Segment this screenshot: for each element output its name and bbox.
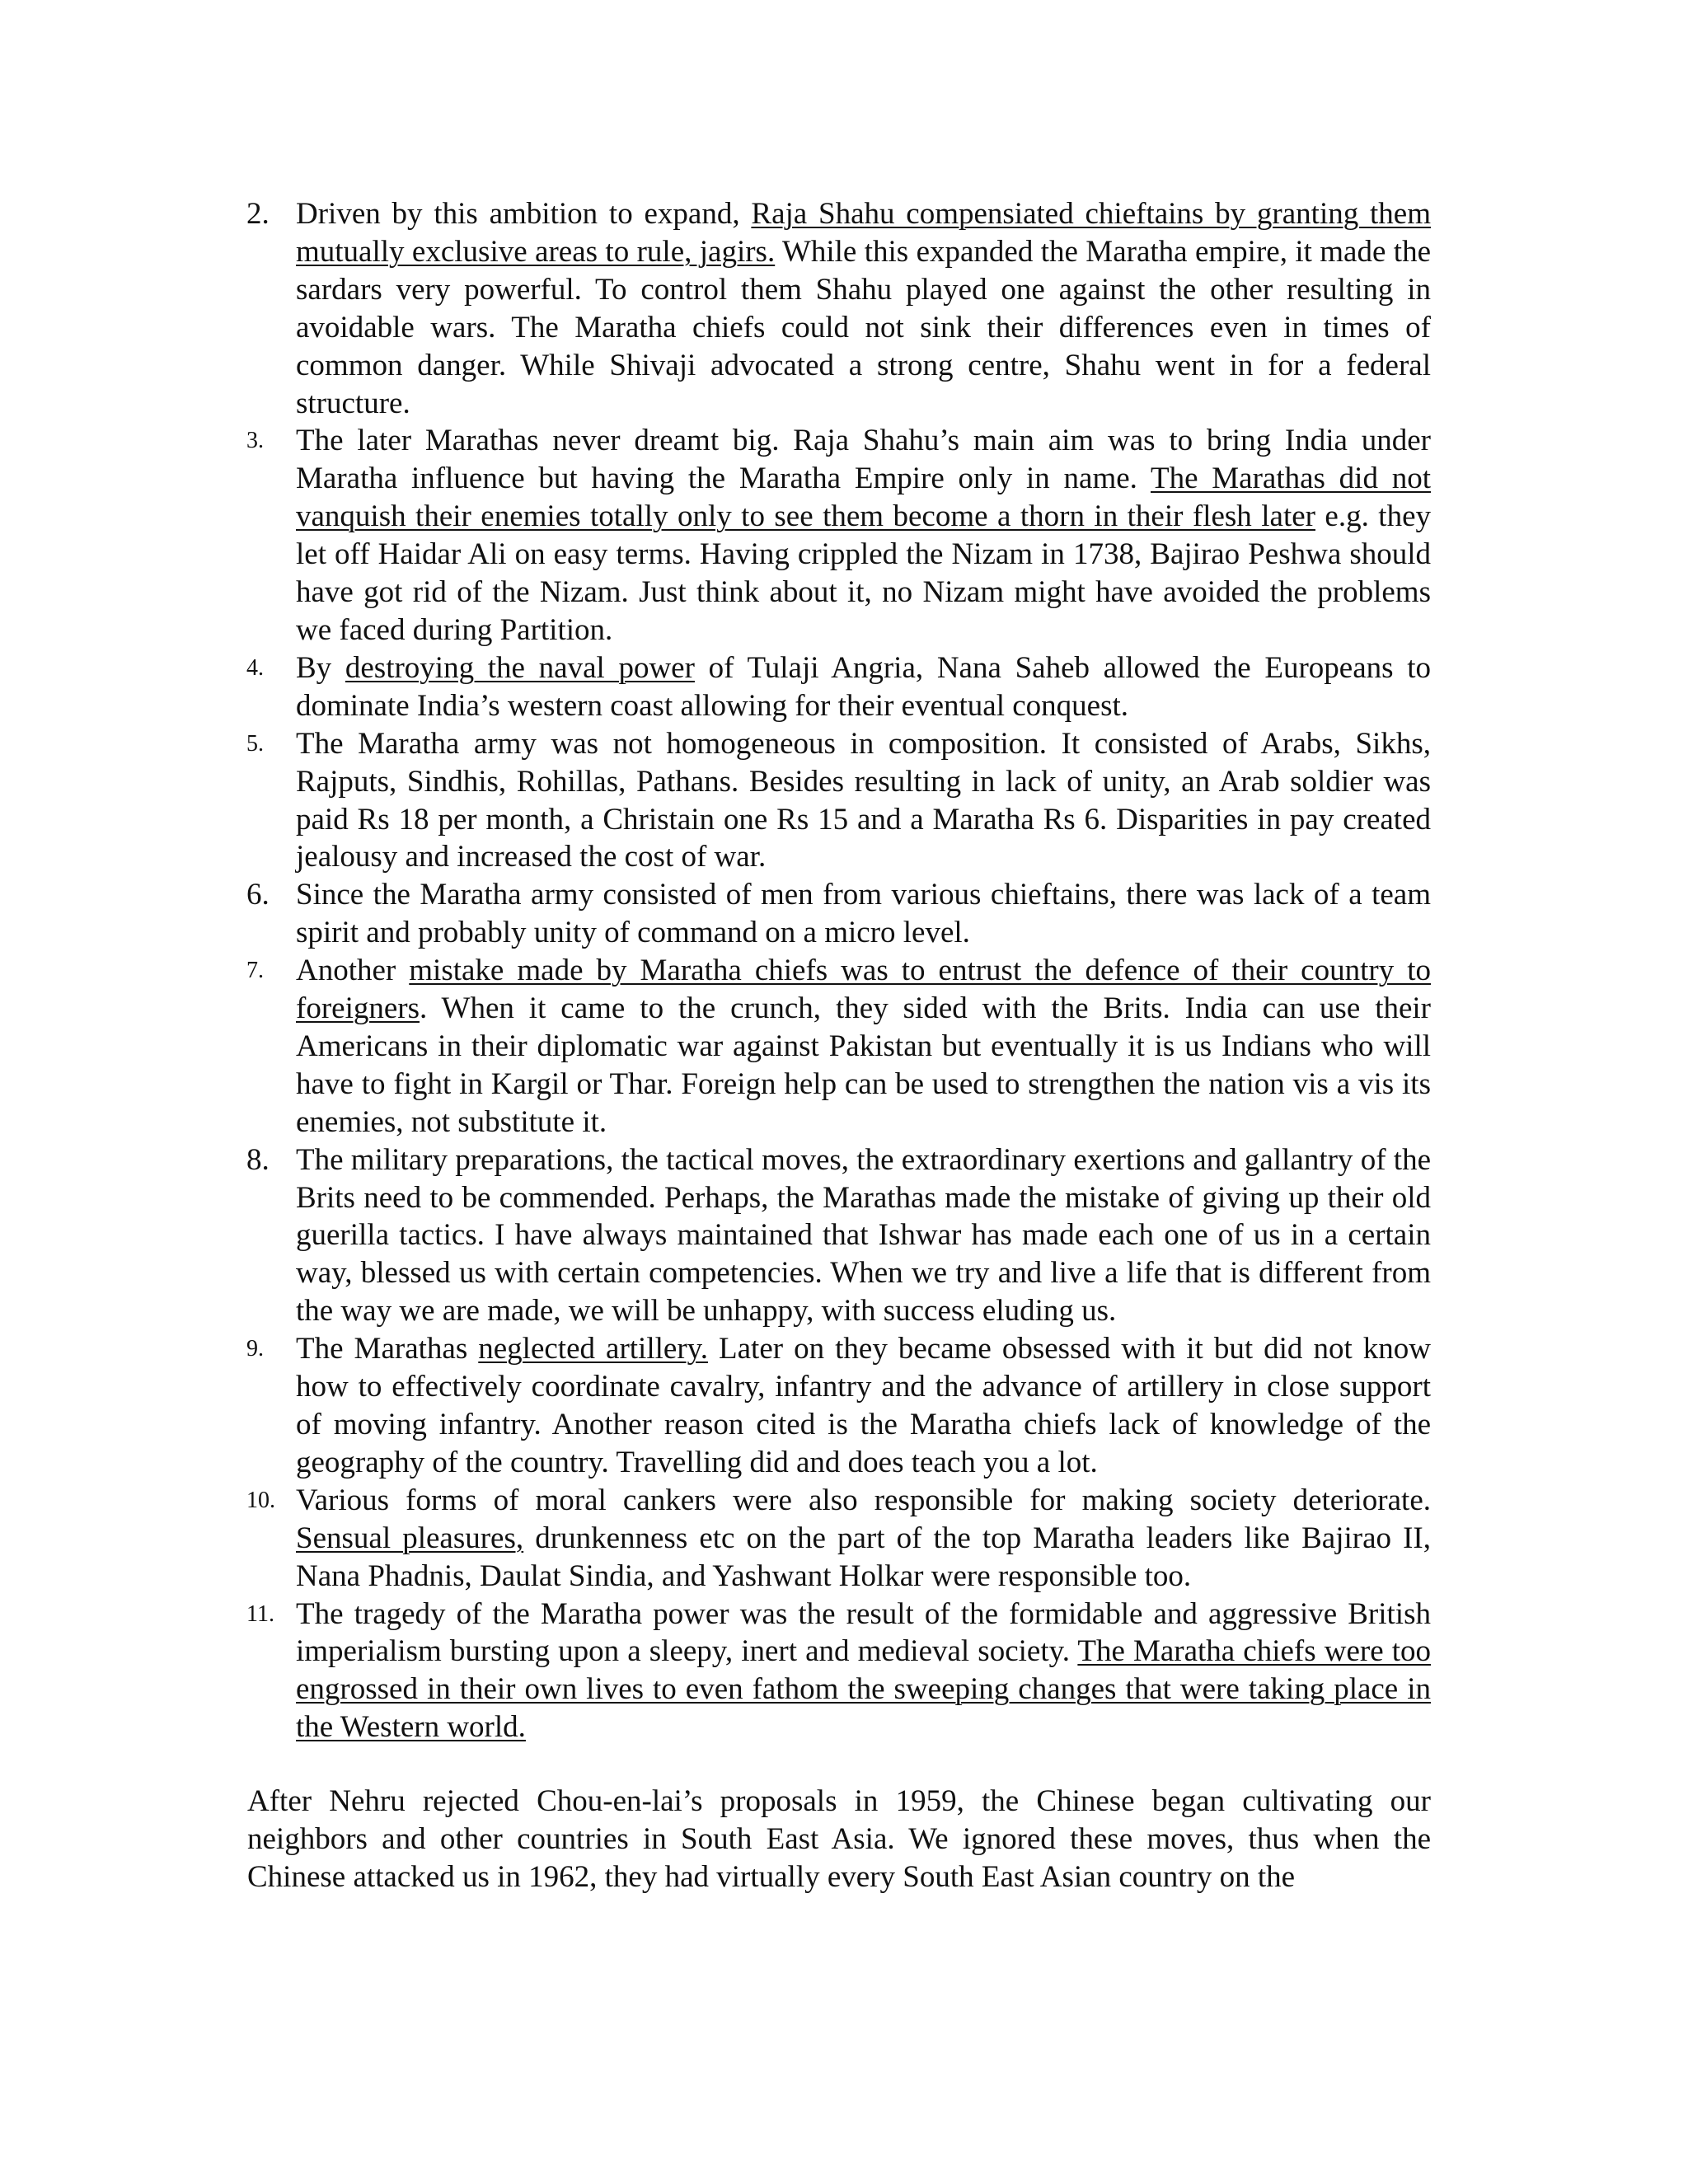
item-text: Driven by this ambition to expand, [296, 197, 752, 231]
list-item [247, 952, 1431, 1141]
item-text: e.g. they let off Haidar Ali on easy terms. Having crippled the Nizam in 1738, Bajirao Peshwa should have got rid of the Nizam. Just think about it, no Nizam might have avoided the problems we faced during Partition. [296, 499, 1431, 647]
underlined-text: Raja Shahu compensiated chieftains by granting them mutually exclusive areas to rule, jagirs. [296, 197, 1431, 269]
item-number: 3. [246, 428, 264, 454]
underlined-text: Sensual pleasures, [296, 1521, 524, 1555]
list-item [247, 725, 1431, 877]
item-number: 5. [246, 730, 264, 757]
underlined-text: The Marathas did not vanquish their enemies totally only to see them become a thorn in their flesh later [296, 462, 1431, 534]
item-number: 7. [246, 958, 264, 984]
item-number: 11. [246, 1601, 274, 1627]
closing-paragraph: After Nehru rejected Chou-en-lai’s proposals in 1959, the Chinese began cultivating our neighbors and other countries in South East Asia. We ignored these moves, thus when the Chinese attacked us in 1962, they had virtually every South East Asian country on the [247, 1784, 1431, 1894]
list-item [247, 195, 1431, 422]
item-text: Various forms of moral cankers were also responsible for making society deteriorate. [296, 1483, 1431, 1517]
underlined-text: neglected artillery. [478, 1332, 708, 1366]
list-item [247, 1141, 1431, 1331]
list-item [247, 1482, 1431, 1596]
numbered-points-list [247, 195, 1431, 1746]
item-text: The Maratha army was not homogeneous in composition. It consisted of Arabs, Sikhs, Rajputs, Sindhis, Rohillas, Pathans. Besides resulting in lack of unity, an Arab soldier was paid Rs 18 per month, a Christain one Rs 15 and a Maratha Rs 6. Disparities in pay created jealousy and increased the cost of war. [296, 726, 1431, 874]
underlined-text: The Maratha chiefs were too engrossed in their own lives to even fathom the sweeping changes that were taking place in the Western world. [296, 1634, 1431, 1745]
item-number: 8. [246, 1142, 270, 1177]
item-text: Since the Maratha army consisted of men from various chieftains, there was lack of a team spirit and probably unity of command on a micro level. [296, 878, 1431, 950]
list-item [247, 1330, 1431, 1482]
item-number: 2. [246, 197, 270, 231]
item-number: 4. [246, 654, 264, 681]
document-page [247, 195, 1431, 1927]
list-item [247, 876, 1431, 952]
item-text: The Marathas [296, 1332, 479, 1366]
item-text: While this expanded the Maratha empire, it made the sardars very powerful. To control them Shahu played one against the other resulting in avoidable wars. The Maratha chiefs could not sink their differences even in times of common danger. While Shivaji advocated a strong centre, Shahu went in for a federal structure. [296, 234, 1431, 420]
item-text: The later Marathas never dreamt big. Raja Shahu’s main aim was to bring India under Maratha influence but having the Maratha Empire only in name. [296, 424, 1431, 496]
item-number: 6. [246, 878, 270, 912]
item-text: drunkenness etc on the part of the top Maratha leaders like Bajirao II, Nana Phadnis, Daulat Sindia, and Yashwant Holkar were responsible too. [296, 1521, 1431, 1593]
item-text: The military preparations, the tactical moves, the extraordinary exertions and gallantry of the Brits need to be commended. Perhaps, the Marathas made the mistake of giving up their old guerilla tactics. I have always maintained that Ishwar has made each one of us in a certain way, blessed us with certain competencies. When we try and live a life that is different from the way we are made, we will be unhappy, with success eluding us. [296, 1142, 1431, 1329]
underlined-text: mistake made by Maratha chiefs was to entrust the defence of their country to foreigners [296, 954, 1431, 1026]
list-item [247, 422, 1431, 649]
item-number: 10. [246, 1487, 275, 1513]
underlined-text: destroying the naval power [345, 650, 695, 685]
item-text: Another [296, 954, 410, 988]
item-text: The tragedy of the Maratha power was the result of the formidable and aggressive British imperialism bursting upon a sleepy, inert and medieval society. [296, 1596, 1431, 1669]
item-text: By [296, 650, 345, 685]
item-text: of Tulaji Angria, Nana Saheb allowed the Europeans to dominate India’s western coast allowing for their eventual conquest. [296, 650, 1431, 723]
list-item [247, 1596, 1431, 1747]
item-text: Later on they became obsessed with it but did not know how to effectively coordinate cavalry, infantry and the advance of artillery in close support of moving infantry. Another reason cited is the Maratha chiefs lack of knowledge of the geography of the country. Travelling did and does teach you a lot. [296, 1332, 1431, 1479]
item-number: 9. [246, 1336, 264, 1362]
item-text: . When it came to the crunch, they sided with the Brits. India can use their Americans in their diplomatic war against Pakistan but eventually it is us Indians who will have to fight in Kargil or Thar. Foreign help can be used to strengthen the nation vis a vis its enemies, not substitute it. [296, 991, 1431, 1139]
list-item [247, 649, 1431, 725]
